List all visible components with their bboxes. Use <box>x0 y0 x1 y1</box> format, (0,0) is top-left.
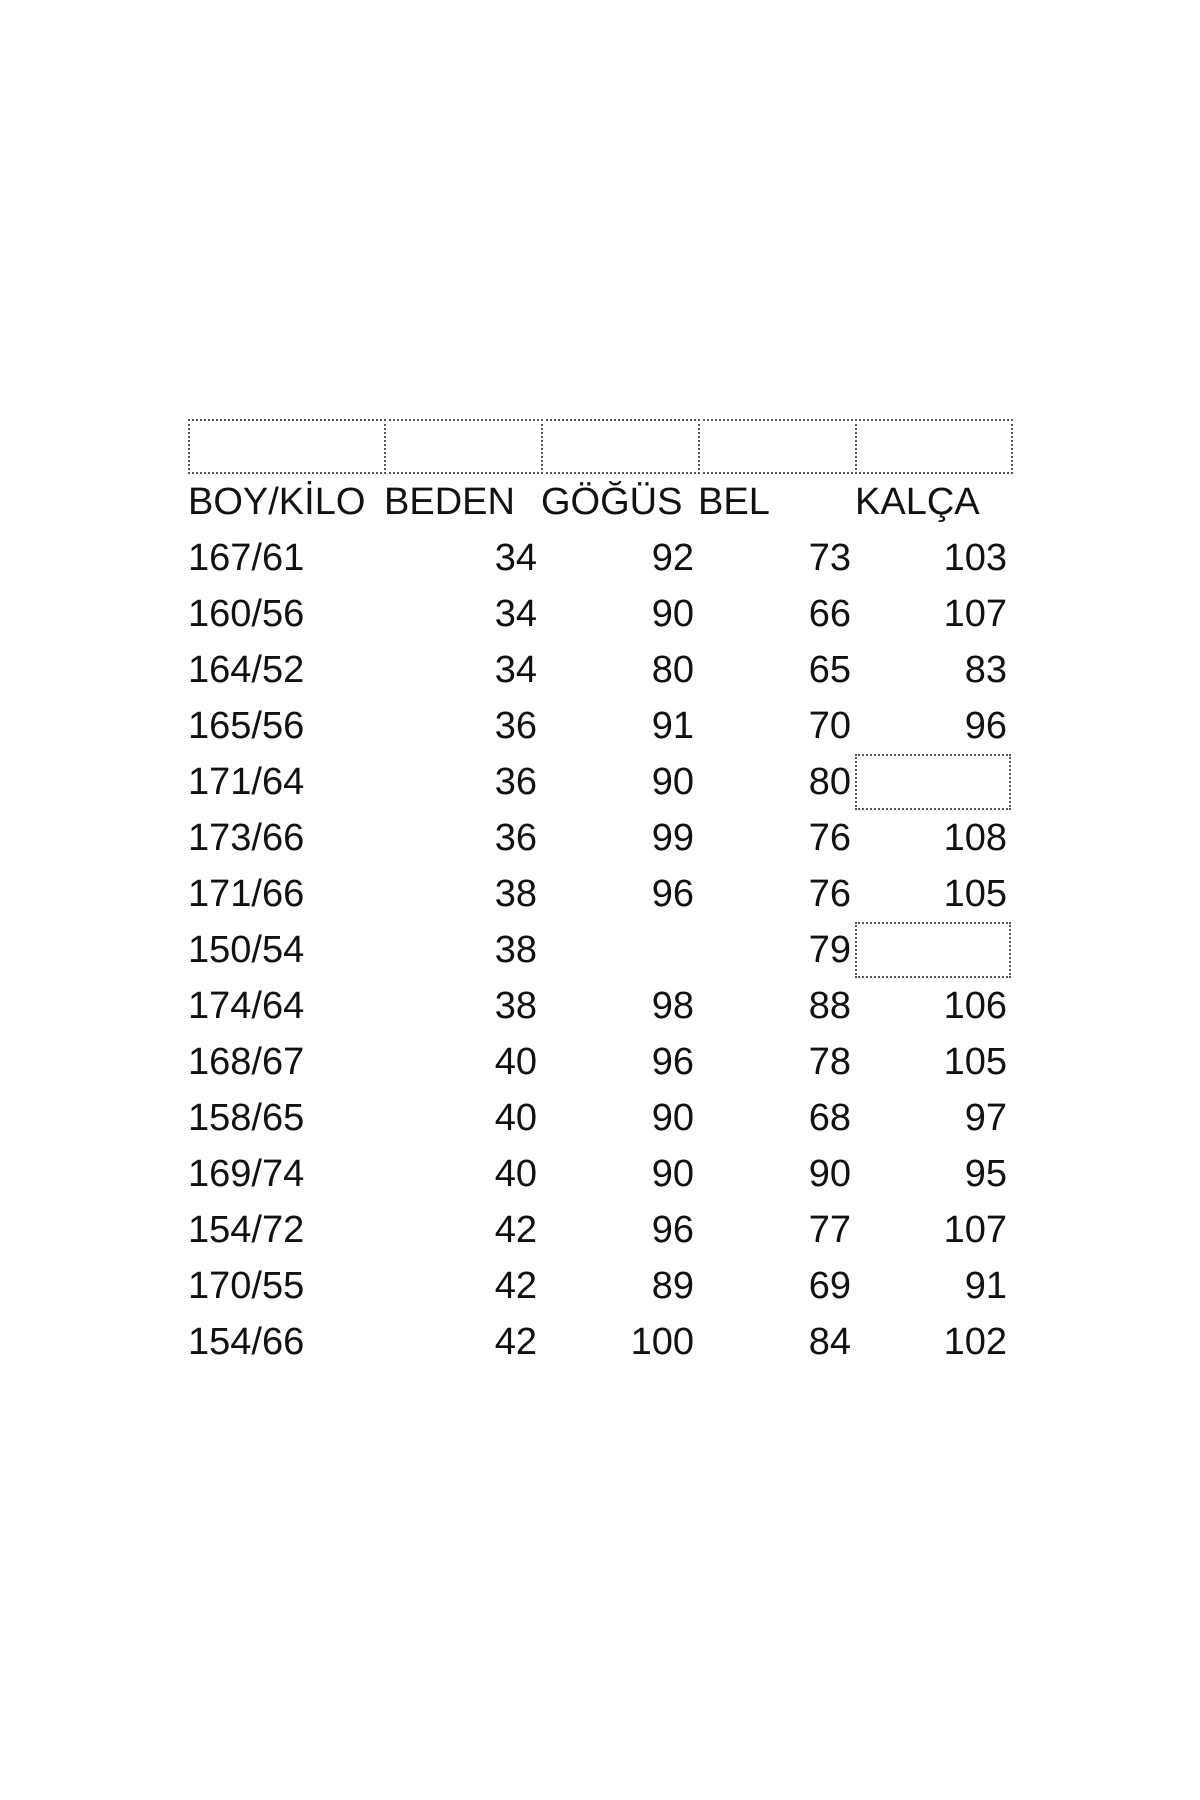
cell-bel: 69 <box>808 1265 851 1307</box>
cell-gogus: 98 <box>651 985 694 1027</box>
cell-beden: 34 <box>494 593 537 635</box>
cell-gogus: 80 <box>651 649 694 691</box>
cell-bel: 90 <box>808 1153 851 1195</box>
cell-gogus: 96 <box>651 873 694 915</box>
cell-kalca: 105 <box>943 873 1007 915</box>
table-row <box>188 1146 1011 1202</box>
cell-boy-kilo: 160/56 <box>188 593 305 635</box>
cell-gogus: 89 <box>651 1265 694 1307</box>
table-row <box>188 530 1011 586</box>
empty-cell <box>855 419 1013 474</box>
cell-bel: 66 <box>808 593 851 635</box>
empty-cell <box>188 419 386 474</box>
cell-beden: 34 <box>494 649 537 691</box>
cell-bel: 80 <box>808 761 851 803</box>
cell-kalca: 97 <box>964 1097 1007 1139</box>
cell-beden: 40 <box>494 1153 537 1195</box>
cell-boy-kilo: 171/66 <box>188 873 305 915</box>
table-row <box>188 586 1011 642</box>
table-row <box>188 698 1011 754</box>
cell-beden: 34 <box>494 537 537 579</box>
header-gogus: GÖĞÜS <box>541 481 683 523</box>
cell-boy-kilo: 158/65 <box>188 1097 305 1139</box>
cell-boy-kilo: 167/61 <box>188 537 305 579</box>
cell-beden: 40 <box>494 1041 537 1083</box>
cell-kalca: 91 <box>964 1265 1007 1307</box>
cell-gogus: 96 <box>651 1209 694 1251</box>
cell-gogus: 99 <box>651 817 694 859</box>
cell-kalca: 102 <box>943 1321 1007 1363</box>
cell-boy-kilo: 154/72 <box>188 1209 305 1251</box>
cell-gogus: 90 <box>651 1153 694 1195</box>
cell-gogus <box>541 922 698 978</box>
cell-kalca: 108 <box>943 817 1007 859</box>
table-row <box>188 1202 1011 1258</box>
cell-gogus: 100 <box>630 1321 694 1363</box>
cell-beden: 42 <box>494 1321 537 1363</box>
cell-beden: 36 <box>494 817 537 859</box>
cell-bel: 76 <box>808 817 851 859</box>
cell-gogus: 92 <box>651 537 694 579</box>
empty-top-row <box>188 419 1011 474</box>
cell-gogus: 91 <box>651 705 694 747</box>
cell-boy-kilo: 171/64 <box>188 761 305 803</box>
cell-boy-kilo: 170/55 <box>188 1265 305 1307</box>
cell-boy-kilo: 168/67 <box>188 1041 305 1083</box>
cell-beden: 40 <box>494 1097 537 1139</box>
table-row <box>188 978 1011 1034</box>
cell-kalca: 103 <box>943 537 1007 579</box>
cell-kalca: 83 <box>964 649 1007 691</box>
cell-gogus: 96 <box>651 1041 694 1083</box>
cell-kalca <box>855 754 1011 810</box>
empty-cell <box>698 419 857 474</box>
cell-gogus: 90 <box>651 761 694 803</box>
cell-beden: 42 <box>494 1265 537 1307</box>
table-body <box>188 530 1011 1370</box>
header-boy-kilo: BOY/KİLO <box>188 481 366 523</box>
table-row <box>188 922 1011 978</box>
cell-boy-kilo: 174/64 <box>188 985 305 1027</box>
cell-bel: 84 <box>808 1321 851 1363</box>
empty-cell <box>384 419 543 474</box>
cell-boy-kilo: 173/66 <box>188 817 305 859</box>
cell-beden: 36 <box>494 705 537 747</box>
cell-bel: 79 <box>808 929 851 971</box>
cell-boy-kilo: 154/66 <box>188 1321 305 1363</box>
header-bel: BEL <box>698 481 770 523</box>
cell-beden: 38 <box>494 985 537 1027</box>
size-chart-table <box>188 419 1011 1370</box>
table-row <box>188 1090 1011 1146</box>
table-row <box>188 642 1011 698</box>
table-row <box>188 1258 1011 1314</box>
cell-bel: 78 <box>808 1041 851 1083</box>
cell-boy-kilo: 169/74 <box>188 1153 305 1195</box>
header-kalca: KALÇA <box>855 481 980 523</box>
header-row <box>188 474 1011 530</box>
cell-bel: 65 <box>808 649 851 691</box>
cell-beden: 36 <box>494 761 537 803</box>
cell-kalca: 105 <box>943 1041 1007 1083</box>
cell-boy-kilo: 150/54 <box>188 929 305 971</box>
cell-kalca: 107 <box>943 593 1007 635</box>
cell-bel: 68 <box>808 1097 851 1139</box>
cell-bel: 77 <box>808 1209 851 1251</box>
cell-kalca: 95 <box>964 1153 1007 1195</box>
table-row <box>188 1314 1011 1370</box>
cell-beden: 38 <box>494 929 537 971</box>
cell-boy-kilo: 165/56 <box>188 705 305 747</box>
cell-bel: 70 <box>808 705 851 747</box>
cell-boy-kilo: 164/52 <box>188 649 305 691</box>
header-beden: BEDEN <box>384 481 515 523</box>
table-row <box>188 810 1011 866</box>
cell-kalca <box>855 922 1011 978</box>
cell-gogus: 90 <box>651 1097 694 1139</box>
cell-beden: 42 <box>494 1209 537 1251</box>
cell-bel: 88 <box>808 985 851 1027</box>
cell-kalca: 106 <box>943 985 1007 1027</box>
table-row <box>188 754 1011 810</box>
cell-beden: 38 <box>494 873 537 915</box>
cell-bel: 73 <box>808 537 851 579</box>
empty-cell <box>541 419 700 474</box>
table-row <box>188 1034 1011 1090</box>
cell-bel: 76 <box>808 873 851 915</box>
cell-kalca: 107 <box>943 1209 1007 1251</box>
cell-kalca: 96 <box>964 705 1007 747</box>
table-row <box>188 866 1011 922</box>
cell-gogus: 90 <box>651 593 694 635</box>
